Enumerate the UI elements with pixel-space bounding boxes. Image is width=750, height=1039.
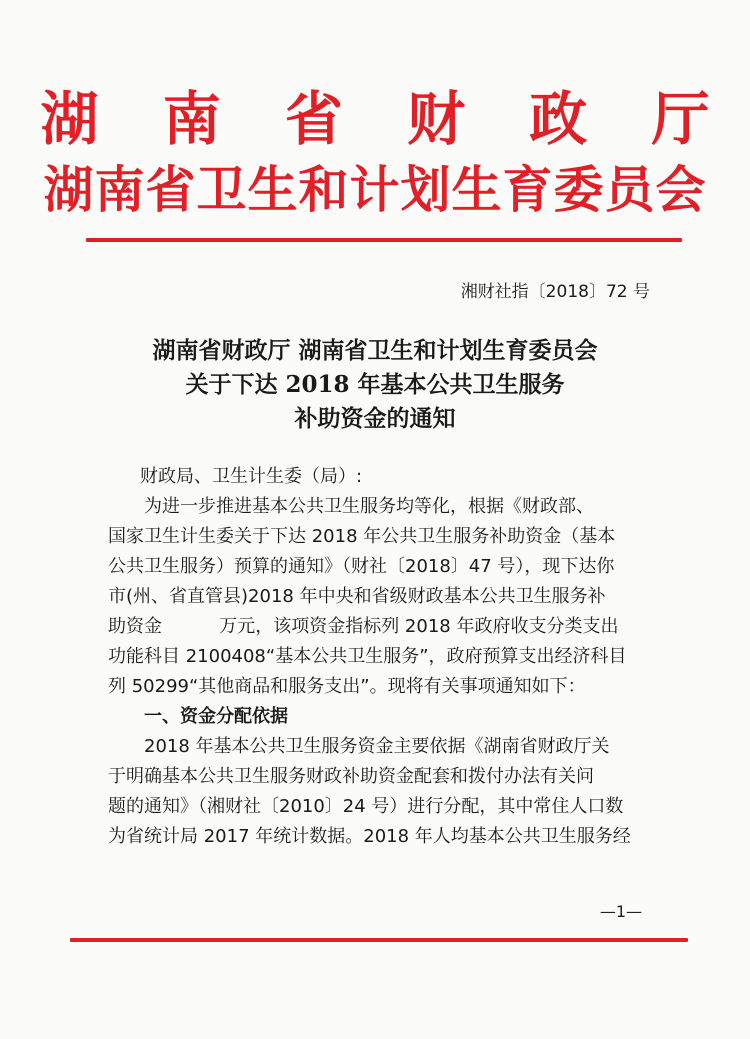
page-number: —1— [599, 902, 642, 921]
paragraph-1-line-7: 列 50299“其他商品和服务支出”。现将有关事项通知如下： [108, 676, 586, 697]
paragraph-1-line-2: 国家卫生计生委关于下达 2018 年公共卫生服务补助资金（基本 [108, 526, 616, 547]
title-line-2: 关于下达 2018 年基本公共卫生服务 [185, 371, 565, 398]
letterhead-health-commission: 湖南省卫生和计划生育委员会 [43, 160, 707, 219]
paragraph-2-line-4: 为省统计局 2017 年统计数据。2018 年人均基本公共卫生服务经 [108, 826, 631, 847]
paragraph-2-line-1: 2018 年基本公共卫生服务资金主要依据《湖南省财政厅关 [144, 736, 610, 757]
document-title [0, 334, 750, 436]
title-line-3: 补助资金的通知 [294, 405, 456, 432]
red-divider-top [86, 238, 682, 242]
paragraph-2-line-3: 题的通知》（湘财社〔2010〕24 号）进行分配，其中常住人口数 [108, 796, 624, 817]
title-line-1: 湖南省财政厅 湖南省卫生和计划生育委员会 [152, 337, 598, 364]
paragraph-1-line-4: 市(州、省直管县)2018 年中央和省级财政基本公共卫生服务补 [108, 586, 606, 607]
salutation: 财政局、卫生计生委（局）: [140, 466, 363, 487]
document-number: 湘财社指〔2018〕72 号 [460, 282, 650, 302]
letterhead-finance-department: 湖 南 省 财 政 厅 [40, 85, 732, 153]
section-heading-fund-allocation-basis: 一、资金分配依据 [144, 706, 288, 727]
red-divider-bottom [70, 938, 688, 942]
document-body [108, 462, 662, 852]
paragraph-1-line-5: 助资金 万元，该项资金指标列 2018 年政府收支分类支出 [108, 616, 619, 637]
paragraph-1-line-3: 公共卫生服务）预算的通知》（财社〔2018〕47 号），现下达你 [108, 556, 615, 577]
paragraph-1-line-1: 为进一步推进基本公共卫生服务均等化，根据《财政部、 [144, 496, 594, 517]
paragraph-1-line-6: 功能科目 2100408“基本公共卫生服务”，政府预算支出经济科目 [108, 646, 627, 667]
paragraph-2-line-2: 于明确基本公共卫生服务财政补助资金配套和拨付办法有关问 [108, 766, 594, 787]
